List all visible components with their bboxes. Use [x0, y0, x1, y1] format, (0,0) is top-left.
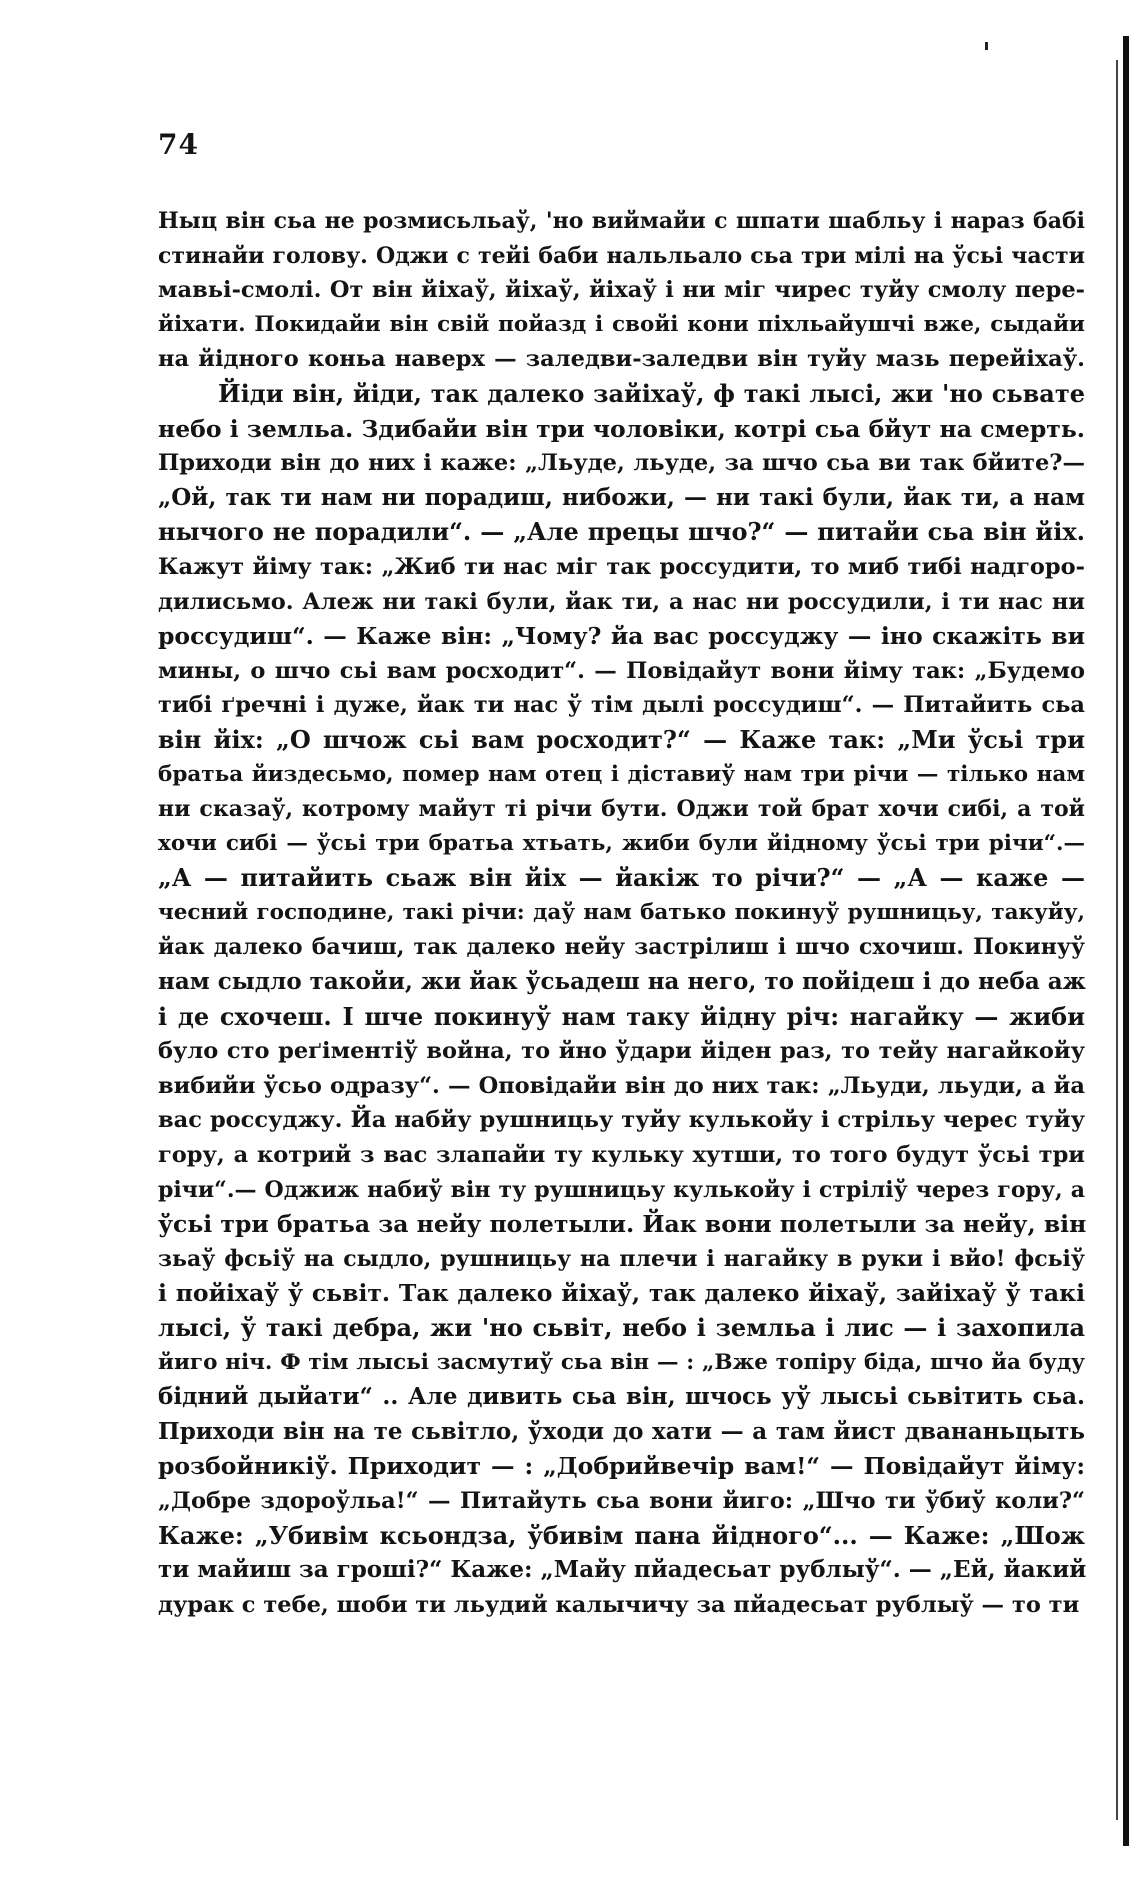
text-line: Кажут йіму так: „Жиб ти нас міг так россудити, то миб тибі надгоро- [158, 553, 1085, 580]
text-line: дилисьмо. Алеж ни такі були, йак ти, а нас ни россудили, і ти нас ни [158, 588, 1085, 615]
paragraph-start-line: Йіди він, йіди, так далеко зайіхаў, ф такі лысі, жи 'но сьвате [218, 378, 1085, 408]
text-line: йиго ніч. Ф тім лысьі засмутиў сьа він — : „Вже топіру біда, шчо йа буду [158, 1349, 1085, 1375]
text-line: йіхати. Покидайи він свій пойазд і свойі кони піхльайушчі вже, сыдайи [158, 311, 1085, 337]
text-line: йак далеко бачиш, так далеко нейу застрілиш і шчо схочиш. Покинуў [158, 934, 1085, 961]
text-line: россудиш“. — Каже він: „Чому? йа вас россуджу — іно скажіть ви [158, 622, 1085, 651]
text-line: нычого не порадили“. — „Але прецы шчо?“ — питайи сьа він йіх. [158, 517, 1085, 547]
text-line: і де схочеш. І шче покинуў нам таку йідну річ: нагайку — жиби [158, 1001, 1085, 1031]
text-line: зьаў фсьіў на сыдло, рушницьу на плечи і нагайку в руки і вйо! фсьіў [158, 1245, 1085, 1272]
ink-speck [985, 42, 988, 50]
text-line: братьа йиздесьмо, помер нам отец і діставиў нам три річи — тілько нам [158, 761, 1085, 787]
text-line: лысі, ў такі дебра, жи 'но сьвіт, небо і земльа і лис — і захопила [158, 1313, 1085, 1342]
text-line: Приходи він до них і каже: „Льуде, льуде, за шчо сьа ви так бйите?— [158, 450, 1085, 477]
text-line: „Ой, так ти нам ни порадиш, нибожи, — ни такі були, йак ти, а нам [158, 483, 1085, 511]
page-edge-line [1116, 60, 1118, 1820]
text-line: вибийи ўсьо одразу“. — Оповідайи він до них так: „Льуди, льуди, а йа [158, 1072, 1085, 1099]
text-line: Ныц він сьа не розмисьльаў, 'но виймайи с шпати шабльу і нараз бабі [158, 208, 1085, 234]
page-number: 74 [158, 128, 199, 161]
binding-edge [1123, 36, 1129, 1846]
text-line: мины, о шчо сьі вам роcходит“. — Повідайут вони йіму так: „Будемо [158, 657, 1085, 684]
text-line: мавьі-смолі. От він йіхаў, йіхаў, йіхаў і ни міг чирес туйу смолу пере- [158, 277, 1085, 304]
text-line: „А — питайить сьаж він йіх — йакіж то річи?“ — „А — каже — [158, 863, 1085, 893]
text-line: небо і земльа. Здибайи він три чоловіки, котрі сьа бйут на смерть. [158, 414, 1085, 443]
text-line: хочи сибі — ўсьі три братьа хтьать, жиби були йідному ўсьі три річи“.— [158, 830, 1085, 856]
text-line: ти майиш за гроші?“ Каже: „Майу пйадесьат рублыў“. — „Ей, йакий [158, 1556, 1087, 1584]
text-line: і пойіхаў ў сьвіт. Так далеко йіхаў, так далеко йіхаў, зайіхаў ў такі [158, 1279, 1085, 1308]
text-line: розбойникіў. Приходит — : „Добрийвечір вам!“ — Повідайут йіму: [158, 1452, 1085, 1481]
text-line: на йідного коньа наверх — заледви-заледви він туйу мазь перейіхаў. [158, 346, 1085, 373]
text-line: Каже: „Убивім ксьондза, ўбивім пана йідного“... — Каже: „Шож [158, 1520, 1085, 1550]
text-line: тибі ґречні і дуже, йак ти нас ў тім дылі россудиш“. — Питайить сьа [158, 692, 1085, 719]
text-line: вас россуджу. Йа набйу рушницьу туйу кулькойу і стрільу черес туйу [158, 1107, 1085, 1134]
body-text [158, 204, 1085, 1622]
text-line: річи“.— Оджиж набиў він ту рушницьу кулькойу і стріліў через гору, а [158, 1176, 1085, 1203]
text-line: він йіх: „О шчож сьі вам роcходит?“ — Каже так: „Ми ўсьі три [158, 724, 1085, 754]
text-line: чесний господине, такі річи: даў нам батько покинуў рушницьу, такуйу, [158, 899, 1085, 925]
text-line: ни сказаў, котрому майут ті річи бути. Оджи той брат хочи сибі, а той [158, 796, 1085, 823]
text-line: гору, а котрий з вас злапайи ту кульку хутши, то того будут ўсьі три [158, 1142, 1085, 1169]
text-line: бідний дыйати“ .. Але дивить сьа він, шчось уў лысьі сьвітить сьа. [158, 1383, 1085, 1411]
text-line: „Добре здороўльа!“ — Питайуть сьа вони йиго: „Шчо ти ўбиў коли?“ [158, 1487, 1085, 1514]
text-line: було сто реґіментіў война, то йно ўдари йіден раз, то тейу нагайкойу [158, 1038, 1085, 1065]
text-line: Приходи він на те сьвітло, ўходи до хати — а там йист двананьцыть [158, 1417, 1085, 1445]
text-line: дурак с тебе, шоби ти льудий калычичу за пйадесьат рублыў — то ти [158, 1591, 1080, 1618]
text-line: ўсьі три братьа за нейу полетыли. Йак вони полетыли за нейу, він [158, 1210, 1087, 1239]
text-line: стинайи голову. Оджи с тейі баби нальльало сьа три мілі на ўсьі части [158, 242, 1085, 269]
text-line: нам сыдло такойи, жи йак ўсьадеш на него, то пойідеш і до неба аж [158, 968, 1086, 996]
